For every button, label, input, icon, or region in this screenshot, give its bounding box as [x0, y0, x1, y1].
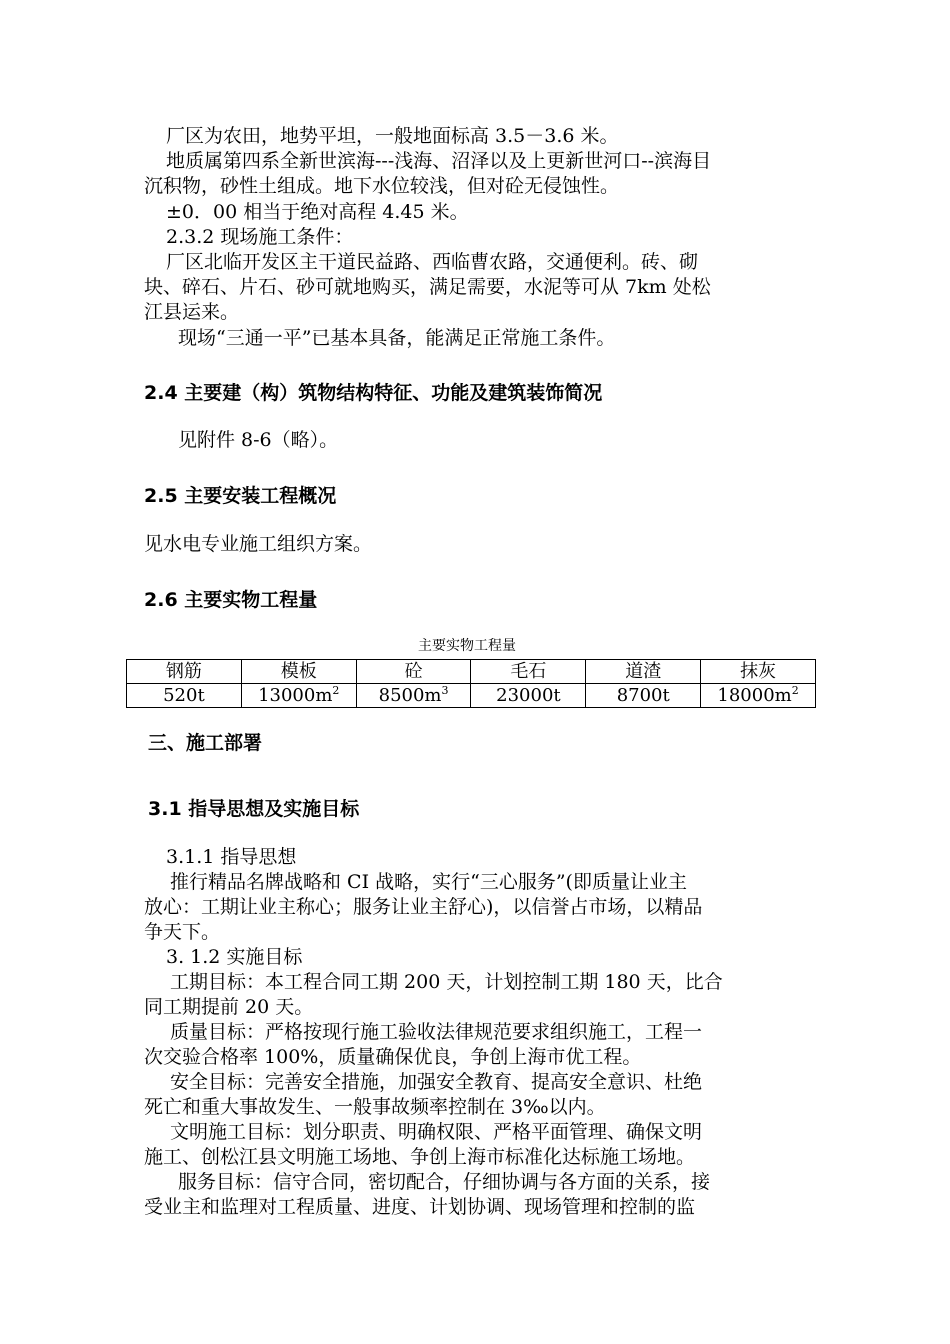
cell-value: 8700t — [616, 684, 670, 706]
paragraph-line: 放心：工期让业主称心；服务让业主舒心)，以信誉占市场，以精品 — [144, 896, 703, 918]
cell-value: 13000m — [258, 684, 333, 706]
table-header-cell: 毛石 — [471, 660, 586, 684]
paragraph-line: 块、碎石、片石、砂可就地购买，满足需要，水泥等可从 7km 处松 — [144, 276, 711, 298]
section-heading: 2.4 主要建（构）筑物结构特征、功能及建筑装饰简况 — [144, 382, 603, 404]
paragraph-line: 江县运来。 — [144, 301, 240, 323]
subsection-title: 3. 1.2 实施目标 — [166, 946, 303, 968]
paragraph-line: 地质属第四系全新世滨海---浅海、沼泽以及上更新世河口--滨海目 — [166, 150, 712, 172]
table-caption: 主要实物工程量 — [418, 638, 516, 654]
cell-value: 18000m — [717, 684, 792, 706]
table-header-cell: 抹灰 — [701, 660, 816, 684]
paragraph-line: 工期目标：本工程合同工期 200 天，计划控制工期 180 天，比合 — [170, 971, 723, 993]
paragraph-line: 次交验合格率 100%，质量确保优良，争创上海市优工程。 — [144, 1046, 642, 1068]
paragraph-line: 受业主和监理对工程质量、进度、计划协调、现场管理和控制的监 — [144, 1196, 696, 1218]
table-cell — [241, 684, 356, 708]
table-cell — [127, 684, 242, 708]
table-header-cell: 钢筋 — [127, 660, 242, 684]
section-heading: 3.1 指导思想及实施目标 — [148, 798, 360, 820]
paragraph-line: 厂区北临开发区主干道民益路、西临曹农路，交通便利。砖、砌 — [166, 251, 699, 273]
paragraph-line: 安全目标：完善安全措施，加强安全教育、提高安全意识、杜绝 — [170, 1071, 703, 1093]
paragraph-line: 见水电专业施工组织方案。 — [144, 533, 373, 555]
paragraph-line: 服务目标：信守合同，密切配合，仔细协调与各方面的关系，接 — [178, 1171, 711, 1193]
table-row — [127, 684, 816, 708]
paragraph-line: 文明施工目标：划分职责、明确权限、严格平面管理、确保文明 — [170, 1121, 703, 1143]
paragraph-line: 质量目标：严格按现行施工验收法律规范要求组织施工，工程一 — [170, 1021, 703, 1043]
table-header-cell: 道渣 — [586, 660, 701, 684]
cell-exponent: 3 — [441, 683, 449, 697]
section-heading: 2.6 主要实物工程量 — [144, 589, 318, 611]
table-cell — [701, 684, 816, 708]
subsection-title: 3.1.1 指导思想 — [166, 846, 297, 868]
table-cell — [356, 684, 471, 708]
paragraph-line: 沉积物，砂性土组成。地下水位较浅，但对砼无侵蚀性。 — [144, 175, 620, 197]
paragraph-line: 同工期提前 20 天。 — [144, 996, 314, 1018]
table-cell — [586, 684, 701, 708]
paragraph-line: 见附件 8-6（略）。 — [178, 429, 339, 451]
table-cell — [471, 684, 586, 708]
paragraph-line: 现场“三通一平”已基本具备，能满足正常施工条件。 — [178, 327, 616, 349]
paragraph-line: 厂区为农田，地势平坦，一般地面标高 3.5－3.6 米。 — [166, 125, 619, 147]
table-header-row — [127, 660, 816, 684]
cell-value: 520t — [163, 684, 205, 706]
quantity-table — [126, 659, 816, 708]
cell-value: 23000t — [496, 684, 561, 706]
paragraph-line: 死亡和重大事故发生、一般事故频率控制在 3‰以内。 — [144, 1096, 606, 1118]
cell-exponent: 2 — [332, 683, 340, 697]
table-header-cell: 砼 — [356, 660, 471, 684]
cell-exponent: 2 — [791, 683, 799, 697]
table-header-cell: 模板 — [241, 660, 356, 684]
paragraph-line: ±0．00 相当于绝对高程 4.45 米。 — [166, 201, 469, 223]
cell-value: 8500m — [378, 684, 442, 706]
paragraph-line: 争天下。 — [144, 921, 221, 943]
chapter-heading: 三、施工部署 — [148, 732, 263, 754]
paragraph-line: 推行精品名牌战略和 CI 战略，实行“三心服务”(即质量让业主 — [170, 871, 687, 893]
section-heading: 2.5 主要安装工程概况 — [144, 485, 337, 507]
paragraph-line: 施工、创松江县文明施工场地、争创上海市标准化达标施工场地。 — [144, 1146, 696, 1168]
subsection-title: 2.3.2 现场施工条件： — [166, 226, 354, 248]
